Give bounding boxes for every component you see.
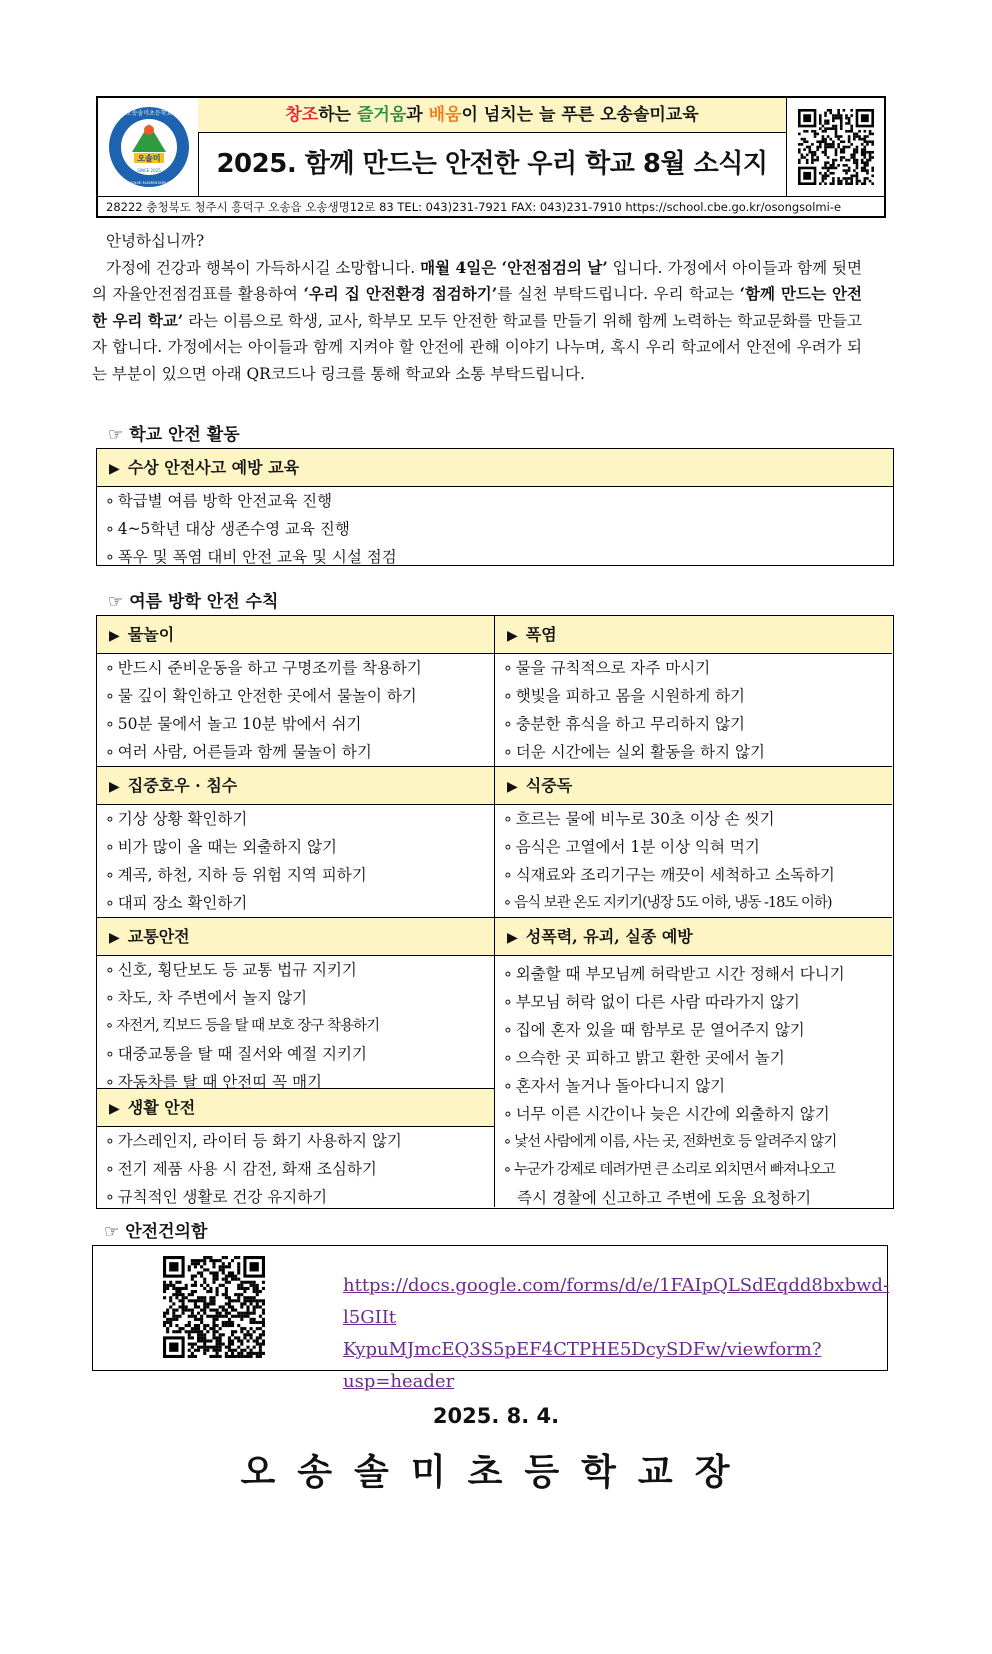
list-item: ∘ 대피 장소 확인하기 [97, 889, 494, 917]
water-play-cell: ▶ 물놀이 ∘ 반드시 준비운동을 하고 구명조끼를 착용하기 ∘ 물 깊이 확인하고 안전한 곳에서 물놀이 하기 ∘ 50분 물에서 놀고 10분 밖에서 쉬기 ∘ 여러 사람, 어른들과 함께 물놀이 하기 [97, 616, 494, 766]
list-item: ∘ 자동차를 탈 때 안전띠 꼭 매기 [97, 1068, 494, 1096]
list-item: ∘ 신호, 횡단보도 등 교통 법규 지키기 [97, 956, 494, 984]
issue-date: 2025. 8. 4. [432, 1404, 560, 1428]
page-title: 2025. 함께 만드는 안전한 우리 학교 8월 소식지 [216, 149, 768, 179]
intro-paragraph: 가정에 건강과 행복이 가득하시길 소망합니다. 매월 4일은 ‘안전점검의 날’ 입니다. 가정에서 아이들과 함께 뒷면의 자율안전점검표를 활용하여 ‘우리 집 안전환경 점검하기’를 실천 부탁드립니다. 우리 학교는 ‘함께 만드는 안전한 우리 학교’ 라는 이름으로 학생, 교사, 학부모 모두 안전한 학교를 만들기 위해 함께 노력하는 학교문화를 만들고자 합니다. 가정에서는 아이들과 함께 지켜야 할 안전에 관해 이야기 나누며, 혹시 우리 학교에서 안전에 우려가 되는 부분이 있으면 아래 QR코드나 링크를 통해 학교와 소통 부탁드립니다. [92, 257, 862, 383]
list-item: ∘ 집에 혼자 있을 때 함부로 문 열어주지 않기 [495, 1016, 892, 1044]
triangle-right-icon: ▶ [109, 930, 120, 946]
slogan: 창조하는 즐거움과 배움이 넘치는 늘 푸른 오송솔미교육 [198, 98, 786, 133]
activity-list [97, 487, 893, 571]
list-item: ∘ 음식 보관 온도 지키기(냉장 5도 이하, 냉동 -18도 이하) [495, 889, 892, 917]
qr-code-icon [163, 1256, 265, 1358]
school-address: 28222 충청북도 청주시 흥덕구 오송읍 오송생명12로 83 TEL: 043)231-7921 FAX: 043)231-7910 https://school.cbe.go.kr/osongsolmi-e [98, 196, 884, 216]
logo-top-text: 오송솔미초등학교 [125, 110, 173, 117]
list-item: ∘ 물을 규칙적으로 자주 마시기 [495, 654, 892, 682]
school-qr-code[interactable] [786, 98, 885, 196]
triangle-right-icon: ▶ [109, 779, 120, 795]
section-summer-rules-heading: ☞ 여름 방학 안전 수칙 [108, 592, 279, 612]
newsletter-header [96, 96, 886, 218]
list-item: ∘ 기상 상황 확인하기 [97, 805, 494, 833]
logo-since-text: SINCE 2025 [137, 168, 161, 173]
summer-rules-table [96, 615, 894, 1209]
triangle-right-icon: ▶ [109, 1101, 120, 1117]
box-header: ▶ 수상 안전사고 예방 교육 [97, 449, 893, 487]
list-item: ∘ 반드시 준비운동을 하고 구명조끼를 착용하기 [97, 654, 494, 682]
list-item: ∘ 식재료와 조리기구는 깨끗이 세척하고 소독하기 [495, 861, 892, 889]
pointing-hand-icon: ☞ [108, 592, 124, 612]
suggestion-qr-code[interactable] [163, 1256, 265, 1358]
logo-center-text: 오솔미 [137, 154, 161, 163]
list-item: ∘ 학급별 여름 방학 안전교육 진행 [97, 487, 893, 515]
list-item: ∘ 더운 시간에는 실외 활동을 하지 않기 [495, 738, 892, 766]
list-item: ∘ 으슥한 곳 피하고 밝고 환한 곳에서 놀기 [495, 1044, 892, 1072]
list-item: ∘ 혼자서 놀거나 돌아다니지 않기 [495, 1072, 892, 1100]
list-item: ∘ 음식은 고열에서 1분 이상 익혀 먹기 [495, 833, 892, 861]
list-item: ∘ 흐르는 물에 비누로 30초 이상 손 씻기 [495, 805, 892, 833]
list-item: ∘ 자전거, 킥보드 등을 탈 때 보호 장구 착용하기 [97, 1012, 494, 1040]
school-logo [108, 106, 190, 188]
triangle-right-icon: ▶ [507, 628, 518, 644]
triangle-right-icon: ▶ [507, 779, 518, 795]
list-item: ∘ 50분 물에서 놀고 10분 밖에서 쉬기 [97, 710, 494, 738]
life-safety-cell: ▶ 생활 안전 ∘ 가스레인지, 라이터 등 화기 사용하지 않기 ∘ 전기 제품 사용 시 감전, 화재 조심하기 ∘ 규칙적인 생활로 건강 유지하기 [97, 1088, 494, 1211]
section-suggestion-box-heading: ☞ 안전건의함 [104, 1222, 208, 1242]
qr-code-icon [798, 109, 874, 185]
principal-signature: 오송솔미초등학교장 [240, 1452, 752, 1493]
list-item: ∘ 전기 제품 사용 시 감전, 화재 조심하기 [97, 1155, 494, 1183]
suggestion-box [92, 1245, 890, 1392]
list-item: ∘ 햇빛을 피하고 몸을 시원하게 하기 [495, 682, 892, 710]
logo-bottom-text: OSONG SOLMI ELEMENTARY SCHOOL [115, 181, 183, 185]
traffic-safety-cell: ▶ 교통안전 ∘ 신호, 횡단보도 등 교통 법규 지키기 ∘ 차도, 차 주변에서 놀지 않기 ∘ 자전거, 킥보드 등을 탈 때 보호 장구 착용하기 ∘ 대중교통을 탈 때 질서와 예절 지키기 ∘ 자동차를 탈 때 안전띠 꼭 매기 [97, 917, 494, 1088]
list-item: ∘ 규칙적인 생활로 건강 유지하기 [97, 1183, 494, 1211]
list-item: ∘ 여러 사람, 어른들과 함께 물놀이 하기 [97, 738, 494, 766]
list-item: ∘ 계곡, 하천, 지하 등 위험 지역 피하기 [97, 861, 494, 889]
list-item: ∘ 4~5학년 대상 생존수영 교육 진행 [97, 515, 893, 543]
food-poisoning-cell: ▶ 식중독 ∘ 흐르는 물에 비누로 30초 이상 손 씻기 ∘ 음식은 고열에서 1분 이상 익혀 먹기 ∘ 식재료와 조리기구는 깨끗이 세척하고 소독하기 ∘ 음식 보관 온도 지키기(냉장 5도 이하, 냉동 -18도 이하) [495, 766, 892, 917]
section-school-safety-heading: ☞ 학교 안전 활동 [108, 425, 240, 445]
list-item: ∘ 가스레인지, 라이터 등 화기 사용하지 않기 [97, 1127, 494, 1155]
logo-cell [98, 98, 199, 196]
triangle-right-icon: ▶ [109, 628, 120, 644]
list-item: ∘ 누군가 강제로 데려가면 큰 소리로 외치면서 빠져나오고 [495, 1156, 892, 1184]
heavy-rain-cell: ▶ 집중호우 · 침수 ∘ 기상 상황 확인하기 ∘ 비가 많이 올 때는 외출하지 않기 ∘ 계곡, 하천, 지하 등 위험 지역 피하기 ∘ 대피 장소 확인하기 [97, 766, 494, 917]
list-item: ∘ 대중교통을 탈 때 질서와 예절 지키기 [97, 1040, 494, 1068]
suggestion-form-link[interactable]: https://docs.google.com/forms/d/e/1FAIpQLSdEqdd8bxbwd-l5GIIt KypuMJmcEQ3S5pEF4CTPHE5DcySDFw/viewform?usp=header [343, 1275, 890, 1392]
list-item: ∘ 부모님 허락 없이 다른 사람 따라가지 않기 [495, 988, 892, 1016]
pointing-hand-icon: ☞ [104, 1222, 120, 1242]
list-item: ∘ 외출할 때 부모님께 허락받고 시간 정해서 다니기 [495, 960, 892, 988]
water-safety-education-box [96, 448, 894, 566]
pointing-hand-icon: ☞ [108, 425, 124, 445]
greeting: 안녕하십니까? [106, 232, 205, 250]
list-item: ∘ 비가 많이 올 때는 외출하지 않기 [97, 833, 494, 861]
triangle-right-icon: ▶ [109, 461, 120, 477]
violence-prevention-cell: ▶ 성폭력, 유괴, 실종 예방 ∘ 외출할 때 부모님께 허락받고 시간 정해서 다니기 ∘ 부모님 허락 없이 다른 사람 따라가지 않기 ∘ 집에 혼자 있을 때 함부로 문 열어주지 않기 ∘ 으슥한 곳 피하고 밝고 환한 곳에서 놀기 ∘ 혼자서 놀거나 돌아다니지 않기 ∘ 너무 이른 시간이나 늦은 시간에 외출하지 않기 ∘ 낯선 사람에게 이름, 사는 곳, 전화번호 등 알려주지 않기 ∘ 누군가 강제로 데려가면 큰 소리로 외치면서 빠져나오고 즉시 경찰에 신고하고 주변에 도움 요청하기 [495, 917, 892, 1212]
list-item: ∘ 차도, 차 주변에서 놀지 않기 [97, 984, 494, 1012]
intro-text [92, 228, 862, 387]
list-item: ∘ 충분한 휴식을 하고 무리하지 않기 [495, 710, 892, 738]
list-item: ∘ 폭우 및 폭염 대비 안전 교육 및 시설 점검 [97, 543, 893, 571]
list-item: ∘ 물 깊이 확인하고 안전한 곳에서 물놀이 하기 [97, 682, 494, 710]
triangle-right-icon: ▶ [507, 930, 518, 946]
list-item: ∘ 낯선 사람에게 이름, 사는 곳, 전화번호 등 알려주지 않기 [495, 1128, 892, 1156]
heat-wave-cell: ▶ 폭염 ∘ 물을 규칙적으로 자주 마시기 ∘ 햇빛을 피하고 몸을 시원하게 하기 ∘ 충분한 휴식을 하고 무리하지 않기 ∘ 더운 시간에는 실외 활동을 하지 않기 [495, 616, 892, 766]
violence-continuation: 즉시 경찰에 신고하고 주변에 도움 요청하기 [517, 1189, 812, 1207]
list-item: ∘ 너무 이른 시간이나 늦은 시간에 외출하지 않기 [495, 1100, 892, 1128]
